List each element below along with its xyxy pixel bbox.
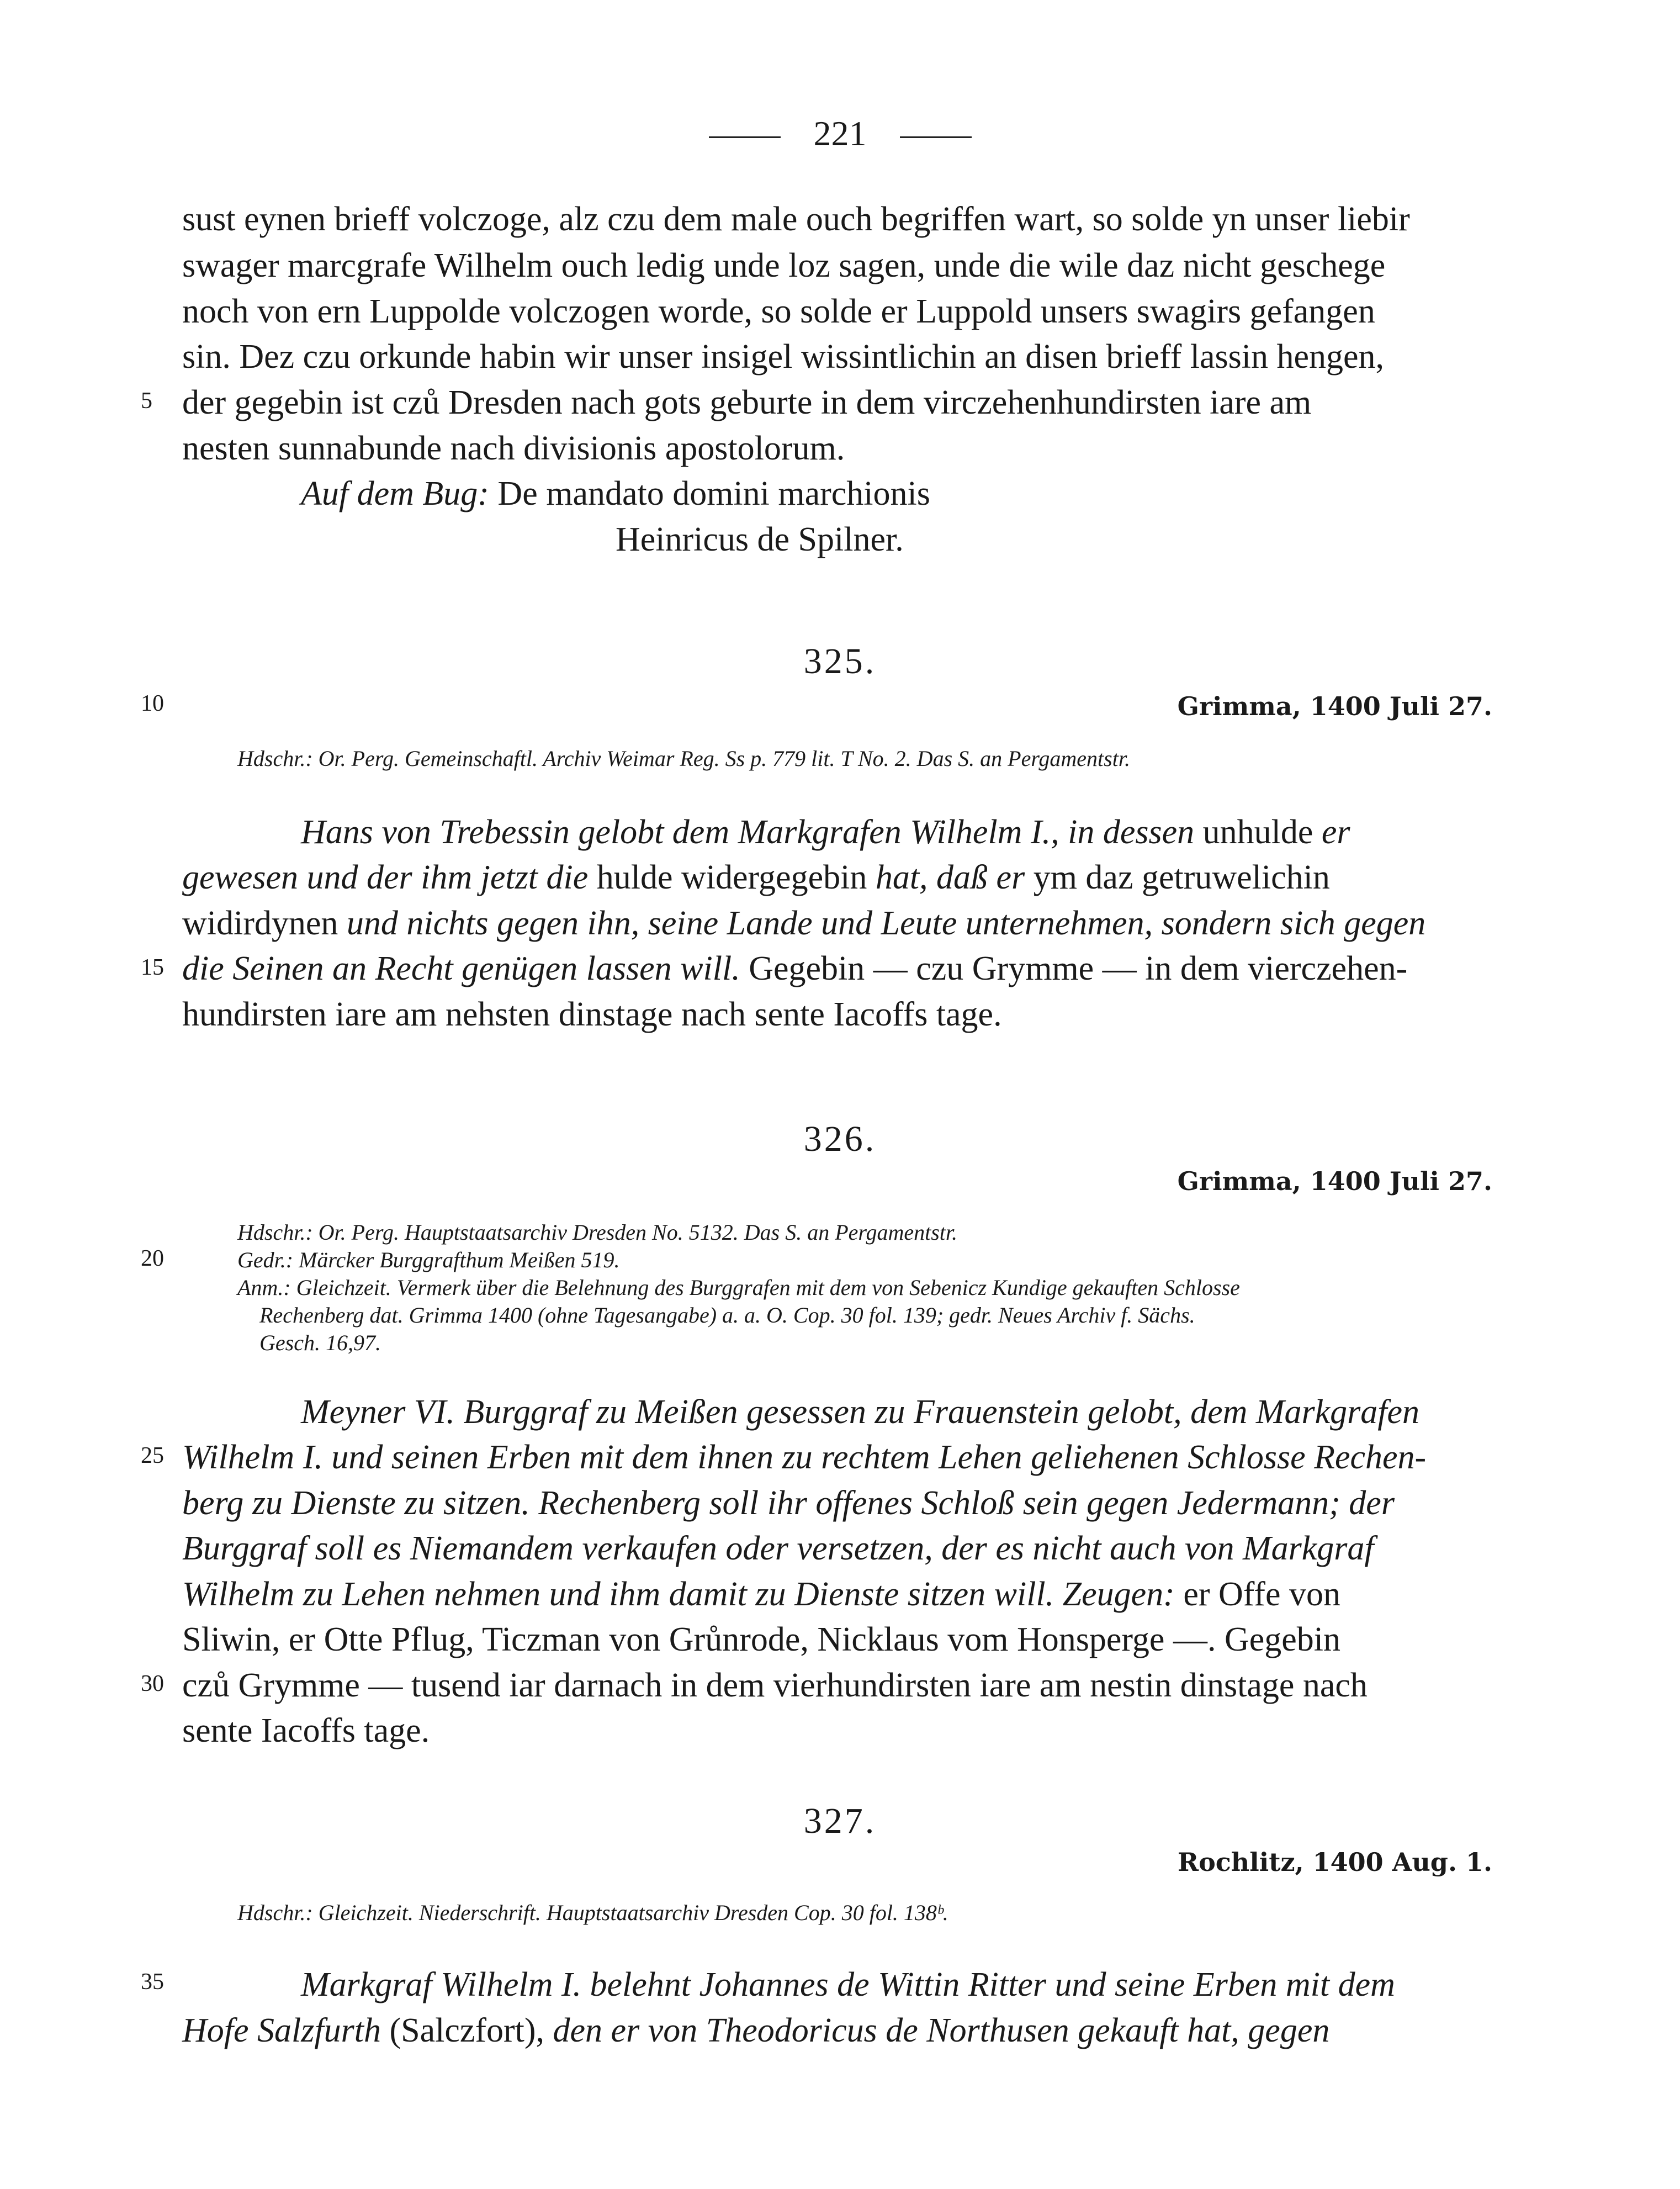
text-line: noch von ern Luppolde volczogen worde, so solde er Luppold unsers swagirs gefangen — [182, 293, 1375, 330]
text-line: sin. Dez czu orkunde habin wir unser insigel wissintlichin an disen brieff lassin hengen, — [182, 338, 1384, 376]
text-line — [182, 1571, 1491, 1617]
header-rule-right — [900, 136, 972, 138]
source-note: Gesch. 16,97. — [259, 1330, 381, 1355]
entry-place-date: Rochlitz, 1400 Aug. 1. — [1177, 1847, 1492, 1877]
text-span: den er von Theodoricus de Northusen gekauft hat, gegen — [553, 2012, 1330, 2049]
text-line: swager marcgrafe Wilhelm ouch ledig unde loz sagen, unde die wile daz nicht geschege — [182, 247, 1386, 284]
entry-place-date: Grimma, 1400 Juli 27. — [1177, 691, 1492, 721]
text-span: er — [1321, 813, 1350, 851]
bug-text: De mandato domini marchionis — [497, 475, 930, 512]
text-line — [182, 900, 1491, 947]
entry-number: 327. — [803, 1801, 877, 1841]
text-span: er Offe von — [1174, 1575, 1340, 1613]
bug-signer: Heinricus de Spilner. — [616, 521, 904, 558]
text-line — [182, 2007, 1491, 2054]
text-span: Hofe Salzfurth — [182, 2012, 381, 2049]
entry-number: 326. — [803, 1119, 877, 1159]
entry-number: 325. — [803, 641, 877, 681]
text-line: der gegebin ist czů Dresden nach gots geburte in dem virczehenhundirsten iare am — [182, 384, 1312, 421]
source-note: Hdschr.: Or. Perg. Hauptstaatsarchiv Dresden No. 5132. Das S. an Pergamentstr. — [237, 1220, 958, 1245]
text-span: (Salczfort), — [380, 2012, 553, 2049]
text-line: Meyner VI. Burggraf zu Meißen gesessen zu Frauenstein gelobt, dem Markgrafen — [301, 1393, 1420, 1431]
text-line: nesten sunnabunde nach divisionis apostolorum. — [182, 430, 845, 467]
bug-label: Auf dem Bug: — [301, 475, 489, 512]
source-note: Gedr.: Märcker Burggrafthum Meißen 519. — [237, 1247, 620, 1272]
line-number: 15 — [141, 955, 164, 980]
line-number: 20 — [141, 1246, 164, 1271]
text-span: hulde widergegebin — [588, 859, 876, 896]
line-number: 5 — [141, 388, 152, 414]
text-span: und nichts gegen ihn, seine Lande und Leute unternehmen, sondern sich gegen — [346, 905, 1426, 942]
text-line: sust eynen brieff volczoge, alz czu dem male ouch begriffen wart, so solde yn unser liebir — [182, 200, 1410, 238]
text-line — [182, 854, 1491, 901]
text-line: Burggraf soll es Niemandem verkaufen oder versetzen, der es nicht auch von Markgraf — [182, 1530, 1374, 1567]
source-note: Hdschr.: Gleichzeit. Niederschrift. Hauptstaatsarchiv Dresden Cop. 30 fol. 138ᵇ. — [237, 1900, 948, 1925]
source-note: Rechenberg dat. Grimma 1400 (ohne Tagesangabe) a. a. O. Cop. 30 fol. 139; gedr. Neues Archiv f. Sächs. — [259, 1303, 1195, 1328]
line-number: 10 — [141, 691, 164, 716]
text-span: Wilhelm zu Lehen nehmen und ihm damit zu Dienste sitzen will. Zeugen: — [182, 1575, 1175, 1613]
page-number: 221 — [813, 114, 867, 153]
header-rule-left — [709, 136, 781, 138]
entry-place-date: Grimma, 1400 Juli 27. — [1177, 1166, 1492, 1196]
text-span: widirdynen — [182, 905, 347, 942]
source-note: Hdschr.: Or. Perg. Gemeinschaftl. Archiv Weimar Reg. Ss p. 779 lit. T No. 2. Das S. an Pergamentstr. — [237, 746, 1130, 771]
text-line: czů Grymme — tusend iar darnach in dem vierhundirsten iare am nestin dinstage nach — [182, 1667, 1368, 1704]
line-number: 30 — [141, 1671, 164, 1696]
text-line: berg zu Dienste zu sitzen. Rechenberg soll ihr offenes Schloß sein gegen Jedermann; der — [182, 1484, 1395, 1522]
text-line: Markgraf Wilhelm I. belehnt Johannes de Wittin Ritter und seine Erben mit dem — [301, 1966, 1395, 2003]
page-header — [0, 113, 1680, 154]
line-number: 35 — [141, 1969, 164, 1995]
text-line: Wilhelm I. und seinen Erben mit dem ihnen zu rechtem Lehen geliehenen Schlosse Rechen- — [182, 1439, 1427, 1476]
text-span: gewesen und der ihm jetzt die — [182, 859, 589, 896]
text-span: unhulde — [1194, 813, 1322, 851]
bug-note — [301, 470, 1609, 517]
text-line — [301, 809, 1609, 855]
text-span: Hans von Trebessin gelobt dem Markgrafen Wilhelm I., in dessen — [301, 813, 1195, 851]
line-number: 25 — [141, 1443, 164, 1468]
text-span: Gegebin — czu Grymme — in dem vierczehen- — [740, 950, 1408, 987]
text-line: sente Iacoffs tage. — [182, 1712, 430, 1749]
text-span: die Seinen an Recht genügen lassen will. — [182, 950, 740, 987]
source-note: Anm.: Gleichzeit. Vermerk über die Belehnung des Burggrafen mit dem von Sebenicz Kundige gekauften Schlosse — [237, 1275, 1240, 1300]
text-line — [182, 945, 1491, 992]
text-span: ym daz getruwelichin — [1025, 859, 1330, 896]
text-span: hat, daß er — [875, 859, 1025, 896]
text-line: hundirsten iare am nehsten dinstage nach sente Iacoffs tage. — [182, 996, 1002, 1033]
text-line: Sliwin, er Otte Pflug, Ticzman von Grůnrode, Nicklaus vom Honsperge —. Gegebin — [182, 1621, 1340, 1658]
